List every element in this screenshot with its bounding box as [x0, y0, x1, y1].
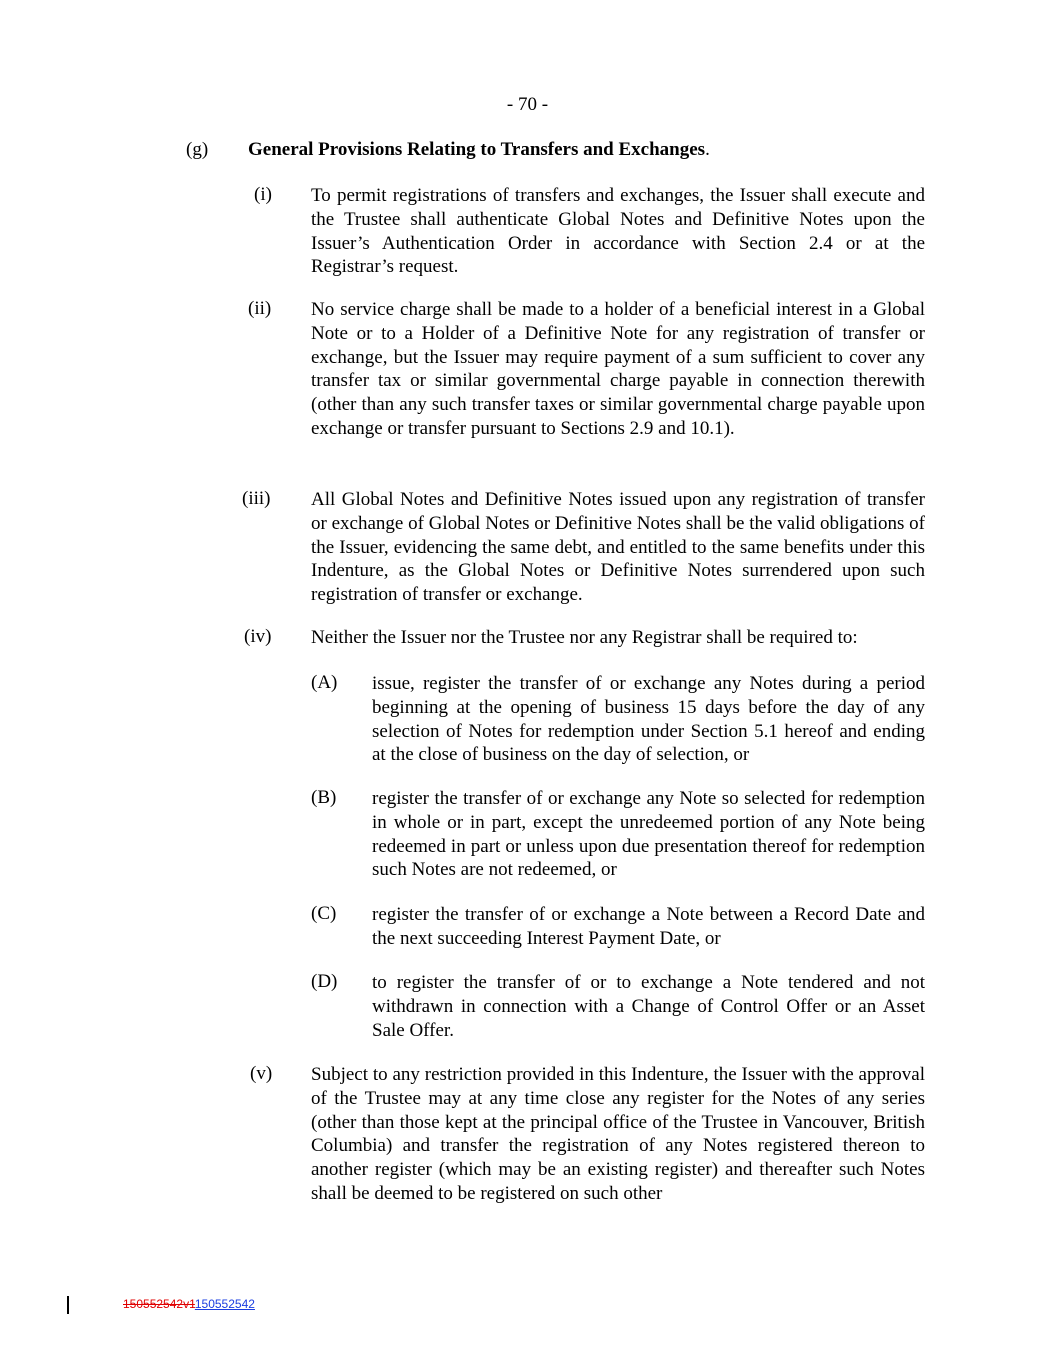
inserted-document-id: 150552542 [194, 1297, 255, 1311]
item-paragraph-ii: No service charge shall be made to a holder of a beneficial interest in a Global Note or to a Holder of a Definitive Note for any registration of transfer or exchange, but the Issuer may require payment of a sum sufficient to cover any transfer tax or similar governmental charge payable in connection therewith (other than any such transfer taxes or similar governmental charge payable upon exchange or transfer pursuant to Sections 2.9 and 10.1). [311, 299, 925, 439]
section-label: (g) [186, 139, 209, 160]
item-paragraph-i: To permit registrations of transfers and exchanges, the Issuer shall execute and the Trustee shall authenticate Global Notes and Definitive Notes upon the Issuer’s Authentication Order in accordance with Section 2.4 or at the Registrar’s request. [311, 185, 925, 278]
subitem-label-d: (D) [311, 971, 338, 992]
document-id-footer [123, 1297, 255, 1311]
item-label-ii: (ii) [248, 298, 272, 319]
page-number: - 70 - [506, 94, 549, 115]
item-label-iv: (iv) [244, 626, 272, 647]
item-label-iii: (iii) [242, 488, 271, 509]
item-paragraph-iv: Neither the Issuer nor the Trustee nor any Registrar shall be required to: [311, 627, 858, 648]
subitem-label-a: (A) [311, 672, 338, 693]
item-paragraph-iii: All Global Notes and Definitive Notes issued upon any registration of transfer or exchange of Global Notes or Definitive Notes shall be the valid obligations of the Issuer, evidencing the same debt, and entitled to the same benefits under this Indenture, as the Global Notes or Definitive Notes surrendered upon such registration of transfer or exchange. [311, 489, 925, 606]
item-label-v: (v) [250, 1063, 273, 1084]
subitem-paragraph-b: register the transfer of or exchange any Note so selected for redemption in whole or in part, except the unredeemed portion of any Note being redeemed in part or unless upon due presentation thereof for redemption such Notes are not redeemed, or [372, 788, 925, 881]
section-title [248, 139, 710, 161]
subitem-paragraph-d: to register the transfer of or to exchange a Note tendered and not withdrawn in connection with a Change of Control Offer or an Asset Sale Offer. [372, 972, 925, 1041]
subitem-paragraph-c: register the transfer of or exchange a Note between a Record Date and the next succeeding Interest Payment Date, or [372, 904, 925, 949]
section-title-text: General Provisions Relating to Transfers and Exchanges [248, 139, 706, 160]
section-title-period: . [705, 139, 710, 160]
change-bar [67, 1296, 69, 1314]
item-paragraph-v: Subject to any restriction provided in this Indenture, the Issuer with the approval of the Trustee may at any time close any register for the Notes of any series (other than those kept at the principal office of the Trustee in Vancouver, British Columbia) and transfer the registration of any Notes registered thereon to another register (which may be an existing register) and thereafter such Notes shall be deemed to be registered on such other [311, 1064, 925, 1204]
subitem-label-c: (C) [311, 903, 337, 924]
deleted-document-id: 150552542v1 [123, 1297, 195, 1311]
item-label-i: (i) [254, 184, 272, 205]
subitem-label-b: (B) [311, 787, 337, 808]
subitem-paragraph-a: issue, register the transfer of or exchange any Notes during a period beginning at the opening of business 15 days before the day of any selection of Notes for redemption under Section 5.1 hereof and ending at the close of business on the day of selection, or [372, 673, 925, 766]
